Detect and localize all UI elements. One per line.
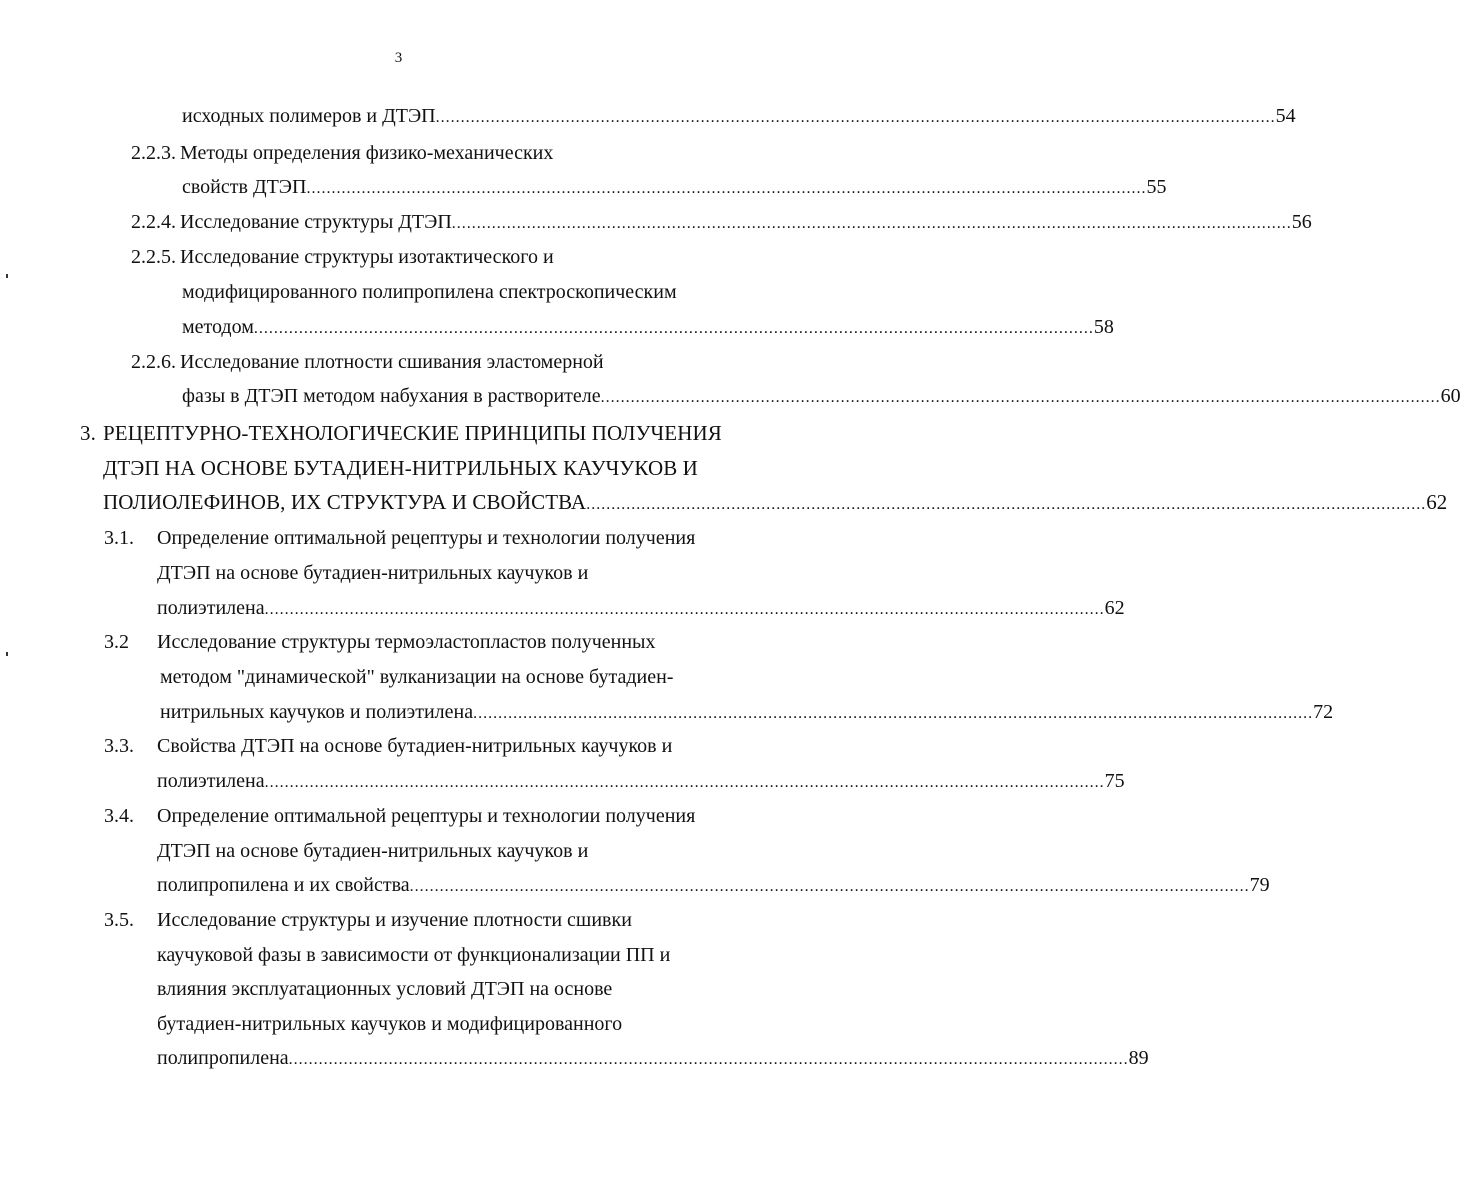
scan-speck	[6, 274, 8, 278]
toc-entry-line: влияния эксплуатационных условий ДТЭП на основе	[157, 978, 613, 1000]
toc-entry-number: 2.2.3.	[131, 142, 176, 164]
leader-dots: ........................................................................................................................................................................	[409, 878, 1250, 895]
toc-chapter-line: ДТЭП НА ОСНОВЕ БУТАДИЕН-НИТРИЛЬНЫХ КАУЧУКОВ И	[103, 456, 698, 480]
toc-entry-number: 2.2.5.	[131, 246, 176, 268]
toc-entry-line: методом "динамической" вулканизации на основе бутадиен-	[160, 666, 674, 688]
toc-entry-line: каучуковой фазы в зависимости от функционализации ПП и	[157, 944, 671, 966]
toc-entry-3-1[interactable]	[157, 596, 1125, 622]
toc-entry-line: Определение оптимальной рецептуры и технологии получения	[157, 527, 696, 549]
toc-entry-line: Исследование структуры и изучение плотности сшивки	[157, 909, 632, 931]
leader-dots: ........................................................................................................................................................................	[288, 1051, 1129, 1068]
toc-entry-number: 3.2	[104, 631, 129, 653]
toc-entry-line: модифицированного полипропилена спектроскопическим	[182, 281, 677, 303]
toc-entry-2-2-3[interactable]	[182, 175, 1167, 201]
toc-page-number: 62	[1104, 597, 1125, 619]
toc-entry-text: нитрильных каучуков и полиэтилена	[160, 701, 474, 723]
leader-dots: ........................................................................................................................................................................	[473, 705, 1314, 722]
toc-entry-2-2-5[interactable]	[182, 315, 1114, 341]
toc-entry-text: Исследование структуры ДТЭП	[180, 211, 452, 233]
toc-chapter-3[interactable]	[103, 490, 1448, 517]
toc-entry-3-2[interactable]	[160, 700, 1334, 726]
leader-dots: ........................................................................................................................................................................	[451, 215, 1292, 232]
toc-page-number: 79	[1249, 874, 1270, 896]
toc-entry-text: исходных полимеров и ДТЭП	[182, 105, 436, 127]
toc-entry-2-2-4[interactable]	[180, 210, 1312, 236]
toc-entry-number: 2.2.4.	[131, 211, 176, 233]
toc-entry-line: Исследование структуры изотактического и	[180, 246, 554, 268]
toc-page-number: 56	[1291, 211, 1312, 233]
toc-entry-line: Свойства ДТЭП на основе бутадиен-нитрильных каучуков и	[157, 735, 673, 757]
leader-dots: ........................................................................................................................................................................	[264, 774, 1105, 791]
toc-entry-line: Исследование плотности сшивания эластомерной	[180, 351, 604, 373]
toc-entry-number: 3.5.	[104, 909, 134, 931]
toc-entry-line: Методы определения физико-механических	[180, 142, 554, 164]
toc-entry-3-3[interactable]	[157, 769, 1125, 795]
toc-entry-line: Определение оптимальной рецептуры и технологии получения	[157, 805, 696, 827]
toc-chapter-line: РЕЦЕПТУРНО-ТЕХНОЛОГИЧЕСКИЕ ПРИНЦИПЫ ПОЛУЧЕНИЯ	[103, 421, 722, 445]
toc-entry-number: 2.2.6.	[131, 351, 176, 373]
toc-page-number: 72	[1313, 701, 1334, 723]
toc-entry-number: 3.4.	[104, 805, 134, 827]
toc-entry-text: фазы в ДТЭП методом набухания в растворителе	[182, 385, 601, 407]
toc-entry-line: Исследование структуры термоэластопластов полученных	[157, 631, 656, 653]
toc-entry-line: ДТЭП на основе бутадиен-нитрильных каучуков и	[157, 840, 589, 862]
toc-page-number: 75	[1104, 770, 1125, 792]
scan-speck	[6, 652, 8, 656]
toc-page-number: 60	[1440, 385, 1461, 407]
toc-entry-line: бутадиен-нитрильных каучуков и модифицированного	[157, 1013, 623, 1035]
toc-page-number: 58	[1093, 316, 1114, 338]
toc-entry-3-5[interactable]	[157, 1046, 1149, 1072]
leader-dots: ........................................................................................................................................................................	[264, 601, 1105, 618]
toc-page-number: 62	[1426, 490, 1448, 514]
toc-entry-number: 3.3.	[104, 735, 134, 757]
toc-entry-text: полипропилена	[157, 1047, 289, 1069]
toc-entry-text: ПОЛИОЛЕФИНОВ, ИХ СТРУКТУРА И СВОЙСТВА	[103, 490, 587, 514]
leader-dots: ........................................................................................................................................................................	[586, 496, 1427, 513]
toc-entry-text: полиэтилена	[157, 597, 265, 619]
toc-entry-text: полиэтилена	[157, 770, 265, 792]
toc-page-number: 89	[1128, 1047, 1149, 1069]
leader-dots: ........................................................................................................................................................................	[253, 320, 1094, 337]
page-number: 3	[394, 50, 403, 66]
toc-entry-line: ДТЭП на основе бутадиен-нитрильных каучуков и	[157, 562, 589, 584]
toc-entry-3-4[interactable]	[157, 873, 1270, 899]
toc-chapter-number: 3.	[80, 421, 96, 445]
leader-dots: ........................................................................................................................................................................	[435, 109, 1276, 126]
leader-dots: ........................................................................................................................................................................	[306, 180, 1147, 197]
toc-entry-text: свойств ДТЭП	[182, 176, 307, 198]
toc-page-number: 55	[1146, 176, 1167, 198]
toc-entry-number: 3.1.	[104, 527, 134, 549]
toc-entry-2-2-2-end[interactable]	[182, 104, 1296, 130]
leader-dots: ........................................................................................................................................................................	[600, 389, 1441, 406]
toc-page-number: 54	[1275, 105, 1296, 127]
toc-entry-text: полипропилена и их свойства	[157, 874, 410, 896]
toc-entry-2-2-6[interactable]	[182, 384, 1461, 410]
toc-entry-text: методом	[182, 316, 254, 338]
